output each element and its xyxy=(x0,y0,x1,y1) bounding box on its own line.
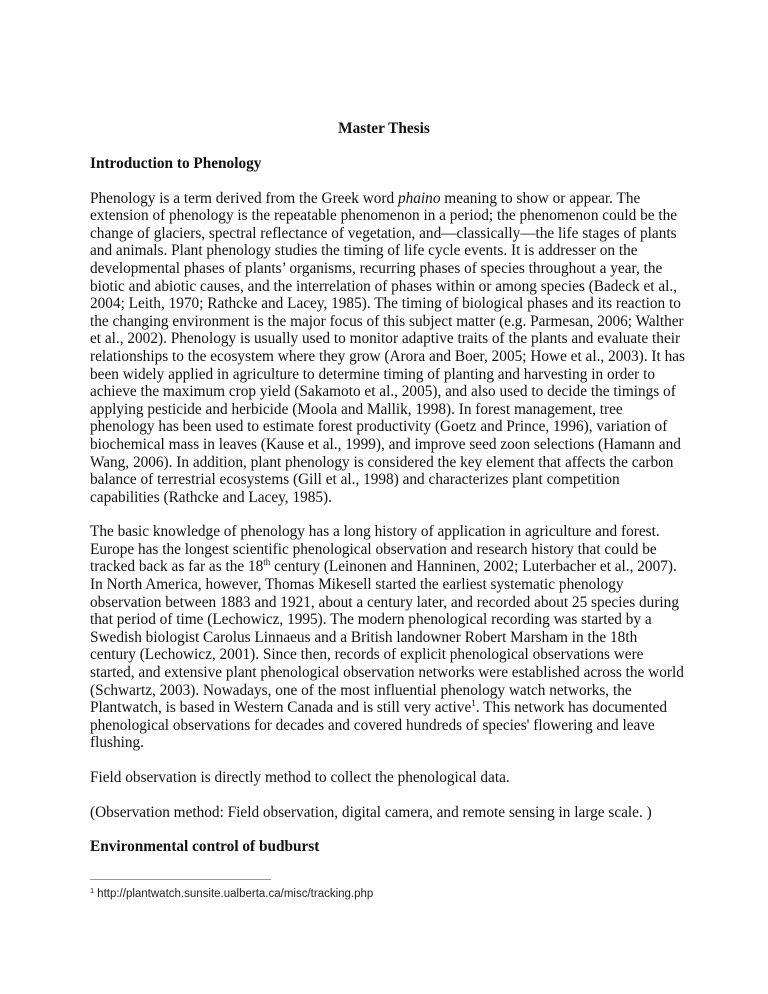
text-line: Swedish biologist Carolus Linnaeus and a British landowner Robert Marsham in the 18th xyxy=(90,628,638,646)
text-span: tracked back as far as the 18 xyxy=(90,558,264,576)
section-heading-budburst: Environmental control of budburst xyxy=(90,838,320,856)
text-line xyxy=(90,699,690,717)
paragraph-field-observation: Field observation is directly method to collect the phenological data. xyxy=(90,769,510,786)
text-span: meaning to show or appear. The xyxy=(440,189,641,207)
text-line: biochemical mass in leaves (Kause et al., 1999), and improve seed zoon selections (Hamann and xyxy=(90,435,681,453)
text-line: started, and extensive plant phenological observation networks were established across the world xyxy=(90,664,684,682)
text-line: 2004; Leith, 1970; Rathcke and Lacey, 1985). The timing of biological phases and its reaction to xyxy=(90,295,681,313)
text-line: biotic and abiotic causes, and the interrelation of phases within or among species (Badeck et al., xyxy=(90,277,678,295)
text-line xyxy=(90,558,690,576)
text-line xyxy=(90,190,690,208)
text-line: The basic knowledge of phenology has a long history of application in agriculture and forest. xyxy=(90,523,660,541)
text-line: In North America, however, Thomas Mikesell started the earliest systematic phenology xyxy=(90,576,624,594)
document-title: Master Thesis xyxy=(338,120,430,137)
italic-term: phaino xyxy=(397,189,441,207)
section-heading-introduction: Introduction to Phenology xyxy=(90,155,262,172)
text-line: the changing environment is the major focus of this subject matter (e.g. Parmesan, 2006; Walther xyxy=(90,312,684,330)
text-span: Phenology is a term derived from the Greek word xyxy=(90,189,398,207)
text-line: balance of terrestrial ecosystems (Gill et al., 1998) and characterizes plant competition xyxy=(90,471,620,489)
text-line: developmental phases of plants’ organisms, recurring phases of species throughout a year, the xyxy=(90,259,663,277)
paragraph-introduction xyxy=(90,190,690,507)
text-line: (Schwartz, 2003). Nowadays, one of the most influential phenology watch networks, the xyxy=(90,681,632,699)
text-line: Wang, 2006). In addition, plant phenology is considered the key element that affects the carbon xyxy=(90,453,674,471)
paragraph-history xyxy=(90,523,690,752)
document-body xyxy=(90,155,690,873)
text-span: century (Leinonen and Hanninen, 2002; Luterbacher et al., 2007). xyxy=(270,558,677,576)
text-line: observation between 1883 and 1921, about a century later, and recorded about 25 species during xyxy=(90,593,679,611)
paragraph-observation-methods: (Observation method: Field observation, digital camera, and remote sensing in large scale. ) xyxy=(90,803,652,821)
text-line: change of glaciers, spectral reflectance of vegetation, and—classically—the life stages of plants xyxy=(90,224,677,242)
ordinal-superscript: th xyxy=(263,557,271,568)
footnote-url[interactable]: http://plantwatch.sunsite.ualberta.ca/misc/tracking.php xyxy=(97,888,374,900)
text-line: relationships to the ecosystem where they grow (Arora and Boer, 2005; Howe et al., 2003). It has xyxy=(90,347,685,365)
text-line: et al., 2002). Phenology is usually used to monitor adaptive traits of the plants and evaluate their xyxy=(90,330,681,348)
text-span: Plantwatch, is based in Western Canada and is still very active xyxy=(90,699,472,717)
text-line: flushing. xyxy=(90,734,144,752)
text-line: phenological observations for decades and covered hundreds of species' flowering and leave xyxy=(90,716,655,734)
footnote xyxy=(90,886,373,904)
text-line: that period of time (Lechowicz, 1995). The modern phenological recording was started by a xyxy=(90,611,652,629)
text-line: phenology has been used to estimate forest productivity (Goetz and Prince, 1996), variation of xyxy=(90,418,668,436)
text-line: achieve the maximum crop yield (Sakamoto et al., 2005), and also used to decide the timings of xyxy=(90,383,676,401)
text-line: extension of phenology is the repeatable phenomenon in a period; the phenomenon could be the xyxy=(90,207,678,225)
text-line: century (Lechowicz, 2001). Since then, records of explicit phenological observations were xyxy=(90,646,644,664)
text-span: . This network has documented xyxy=(475,699,668,717)
text-line: capabilities (Rathcke and Lacey, 1985). xyxy=(90,488,332,506)
text-line: and animals. Plant phenology studies the timing of life cycle events. It is addresser on the xyxy=(90,242,638,260)
text-line: applying pesticide and herbicide (Moola and Mallik, 1998). In forest management, tree xyxy=(90,400,623,418)
text-line: Europe has the longest scientific phenological observation and research history that could be xyxy=(90,540,657,558)
footnote-separator xyxy=(90,879,271,880)
footnote-marker: 1 xyxy=(90,886,95,895)
footnote-reference[interactable]: 1 xyxy=(471,698,476,709)
text-line: been widely applied in agriculture to determine timing of planting and harvesting in order to xyxy=(90,365,655,383)
